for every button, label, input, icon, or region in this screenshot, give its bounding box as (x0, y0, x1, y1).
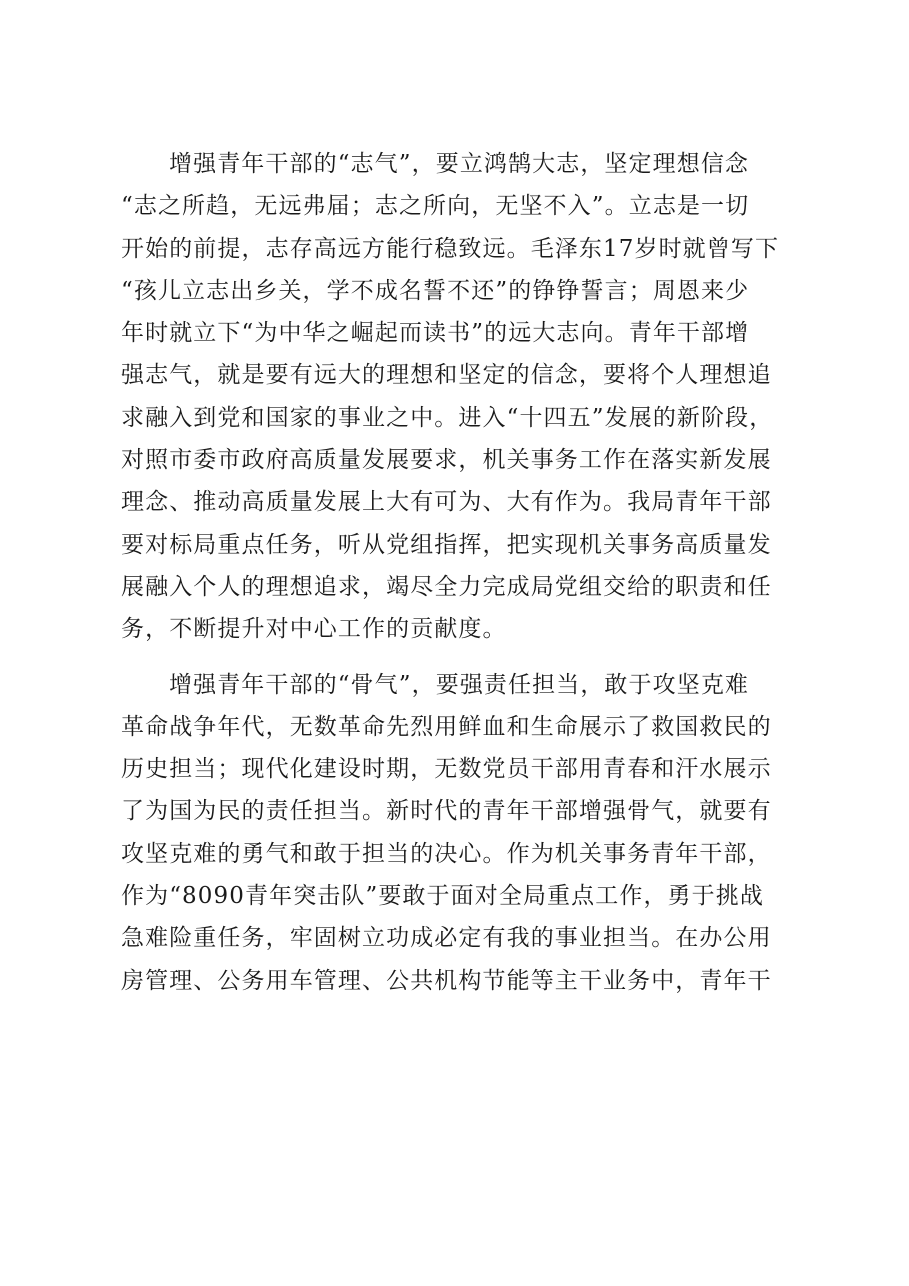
text-line: 强志气，就是要有远大的理想和坚定的信念，要将个人理想追 (121, 362, 772, 389)
text-line: 增强青年干部的“骨气”，要强责任担当，敢于攻坚克难 (169, 671, 750, 698)
text-line: 作为“8090青年突击队”要敢于面对全局重点工作，勇于挑战 (121, 883, 764, 910)
text-line: “志之所趋，无远弗届；志之所向，无坚不入”。立志是一切 (121, 193, 750, 220)
text-line: 对照市委市政府高质量发展要求，机关事务工作在落实新发展 (121, 447, 772, 474)
text-line: 要对标局重点任务，听从党组指挥，把实现机关事务高质量发 (121, 531, 772, 558)
text-line: 务，不断提升对中心工作的贡献度。 (121, 616, 507, 643)
text-line: 增强青年干部的“志气”，要立鸿鹄大志，坚定理想信念 (169, 151, 750, 177)
text-line: 求融入到党和国家的事业之中。进入“十四五”发展的新阶段， (121, 404, 774, 431)
text-line: 历史担当；现代化建设时期，无数党员干部用青春和汗水展示 (121, 756, 772, 783)
text-line: 年时就立下“为中华之崛起而读书”的远大志向。青年干部增 (121, 320, 750, 347)
paragraph-zhiqi (121, 143, 807, 651)
text-line: 展融入个人的理想追求，竭尽全力完成局党组交给的职责和任 (121, 573, 772, 600)
text-line: 攻坚克难的勇气和敢于担当的决心。作为机关事务青年干部， (121, 840, 772, 867)
text-line: “孩儿立志出乡关，学不成名誓不还”的铮铮誓言；周恩来少 (121, 277, 750, 304)
paragraph-guqi (121, 664, 807, 1002)
text-line: 革命战争年代，无数革命先烈用鲜血和生命展示了救国救民的 (121, 713, 772, 740)
text-line: 了为国为民的责任担当。新时代的青年干部增强骨气，就要有 (121, 798, 772, 825)
text-line: 急难险重任务，牢固树立功成必定有我的事业担当。在办公用 (121, 925, 772, 952)
document-body (121, 143, 807, 1002)
text-line: 房管理、公务用车管理、公共机构节能等主干业务中，青年干 (121, 967, 772, 994)
text-line: 理念、推动高质量发展上大有可为、大有作为。我局青年干部 (121, 489, 772, 516)
text-line: 开始的前提，志存高远方能行稳致远。毛泽东17岁时就曾写下 (121, 235, 780, 262)
